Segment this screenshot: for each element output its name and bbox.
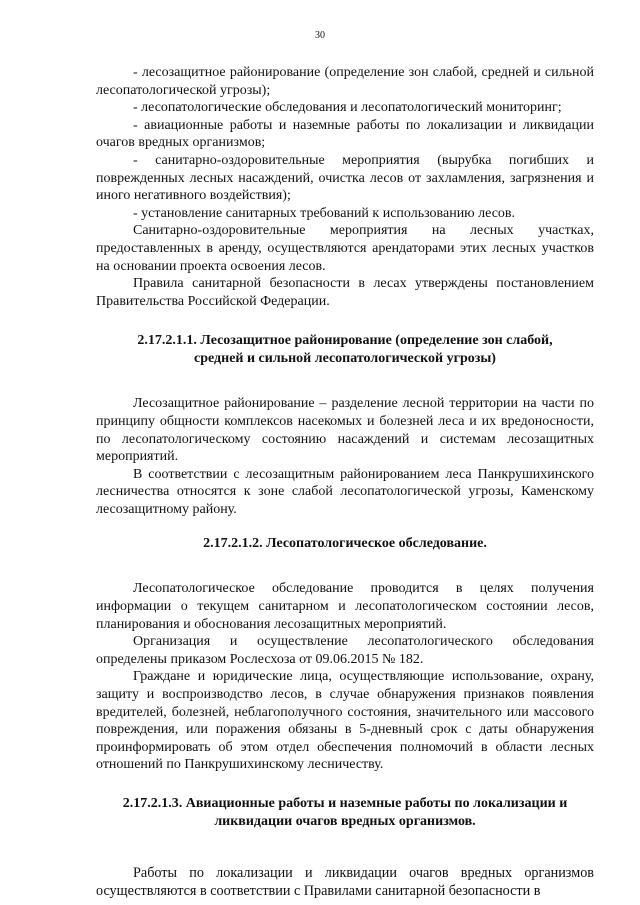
paragraph: В соответствии с лесозащитным районированием леса Панкрушихинского лесничества относятся к зоне слабой лесопатологической угрозы, Каменскому лесозащитному району. (96, 466, 594, 517)
section-heading-line: 2.17.2.1.3. Авиационные работы и наземные работы по локализации и (122, 796, 568, 811)
page-number: 30 (315, 30, 325, 41)
paragraph: Граждане и юридические лица, осуществляющие использование, охрану, защиту и воспроизводство лесов, в случае обнаружения признаков появления вредителей, болезней, неблагополучного состояния, значительного или массового повреждения, или поражения обязаны в 5-дневный срок с даты обнаружения проинформировать об этом отдел обеспечения полномочий в области лесных отношений по Панкрушихинскому лесничеству. (96, 669, 594, 773)
section-heading (88, 795, 602, 831)
list-item: - установление санитарных требований к использованию лесов. (133, 205, 516, 221)
section-heading-line: 2.17.2.1.2. Лесопатологическое обследование. (203, 536, 487, 552)
list-item: - лесозащитное районирование (определение зон слабой, средней и сильной лесопатологической угрозы); (96, 65, 594, 98)
paragraph: Санитарно-оздоровительные мероприятия на лесных участках, предоставленных в аренду, осуществляются арендаторами этих лесных участков на основании проекта освоения лесов. (96, 223, 594, 274)
section-heading-line: ликвидации очагов вредных организмов. (214, 814, 476, 829)
page-body (96, 64, 594, 900)
section-heading-line: 2.17.2.1.1. Лесозащитное районирование (определение зон слабой, (137, 333, 553, 349)
paragraph: Организация и осуществление лесопатологического обследования определены приказом Рослесхоза от 09.06.2015 № 182. (96, 634, 594, 667)
paragraph: Лесопатологическое обследование проводится в целях получения информации о текущем санитарном и лесопатологическом состоянии лесов, планирования и обоснования лесозащитных мероприятий. (96, 581, 594, 632)
list-item: - санитарно-оздоровительные мероприятия (вырубка погибших и поврежденных лесных насаждений, очистка лесов от захламления, загрязнения и иного негативного воздействия); (96, 152, 594, 204)
section-heading (96, 535, 594, 553)
section-heading-line: средней и сильной лесопатологической угрозы) (194, 351, 496, 367)
intro-list (96, 64, 594, 222)
paragraph: Работы по локализации и ликвидации очагов вредных организмов осуществляются в соответствии с Правилами санитарной безопасности в (96, 865, 594, 899)
section-heading (96, 332, 594, 368)
paragraph: Правила санитарной безопасности в лесах утверждены постановлением Правительства Российской Федерации. (96, 276, 594, 309)
list-item: - лесопатологические обследования и лесопатологический мониторинг; (133, 100, 562, 116)
list-item: - авиационные работы и наземные работы по локализации и ликвидации очагов вредных организмов; (96, 117, 594, 151)
paragraph: Лесозащитное районирование – разделение лесной территории на части по принципу общности комплексов насекомых и болезней леса и их вредоносности, по лесопатологическому состоянию насаждений и системам лесозащитных мероприятий. (96, 396, 594, 465)
